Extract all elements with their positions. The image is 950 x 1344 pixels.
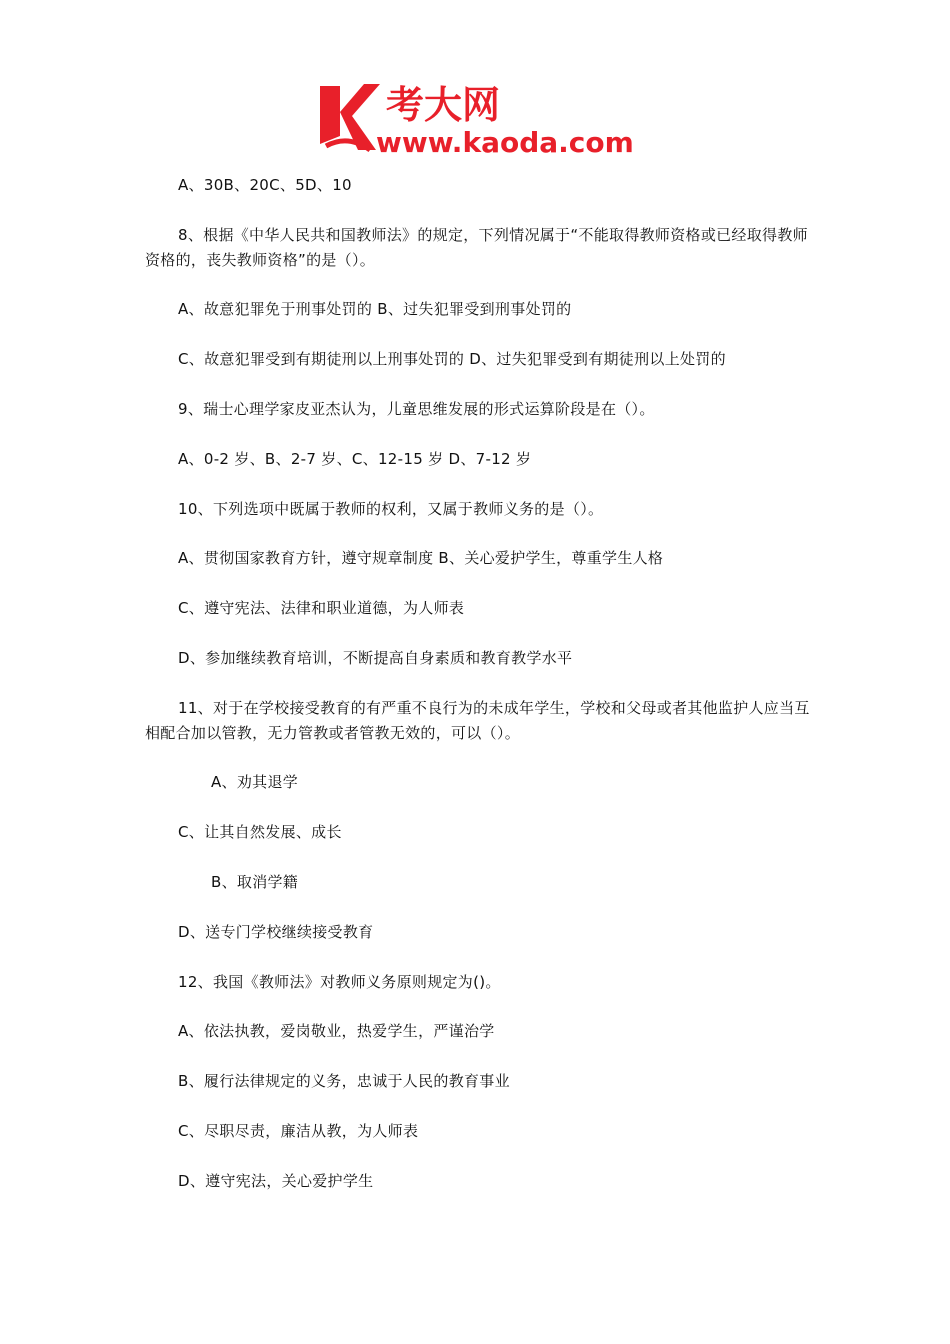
- q10-stem: 10、下列选项中既属于教师的权利，又属于教师义务的是（）。: [178, 500, 604, 518]
- logo-brand-text: 考大网: [386, 83, 501, 127]
- q10-option-c: C、遵守宪法、法律和职业道德，为人师表: [178, 599, 465, 617]
- q11-stem: 11、对于在学校接受教育的有严重不良行为的未成年学生，学校和父母或者其他监护人应当互相配合加以管教，无力管教或者管教无效的，可以（）。: [145, 699, 810, 742]
- q8-stem: 8、根据《中华人民共和国教师法》的规定，下列情况属于“不能取得教师资格或已经取得教师资格的，丧失教师资格”的是（）。: [145, 226, 808, 269]
- q8-options-ab: A、故意犯罪免于刑事处罚的 B、过失犯罪受到刑事处罚的: [178, 300, 572, 318]
- q8-options-cd: C、故意犯罪受到有期徒刑以上刑事处罚的 D、过失犯罪受到有期徒刑以上处罚的: [178, 350, 726, 368]
- q12-option-c: C、尽职尽责，廉洁从教，为人师表: [178, 1122, 419, 1140]
- q12-stem: 12、我国《教师法》对教师义务原则规定为()。: [178, 973, 501, 991]
- q12-option-b: B、履行法律规定的义务，忠诚于人民的教育事业: [178, 1072, 510, 1090]
- logo-url-text: www.kaoda.com: [376, 126, 634, 158]
- q9-options: A、0-2 岁、B、2-7 岁、C、12-15 岁 D、7-12 岁: [178, 450, 532, 468]
- q9-stem: 9、瑞士心理学家皮亚杰认为，儿童思维发展的形式运算阶段是在（）。: [178, 400, 655, 418]
- q10-options-ab: A、贯彻国家教育方针，遵守规章制度 B、关心爱护学生，尊重学生人格: [178, 549, 664, 567]
- q11-option-a: A、劝其退学: [211, 773, 299, 791]
- q11-option-d: D、送专门学校继续接受教育: [178, 923, 374, 941]
- q10-option-d: D、参加继续教育培训，不断提高自身素质和教育教学水平: [178, 649, 573, 667]
- q7-options: A、30B、20C、5D、10: [178, 176, 352, 194]
- q12-option-d: D、遵守宪法，关心爱护学生: [178, 1172, 374, 1190]
- q12-option-a: A、依法执教，爱岗敬业，热爱学生，严谨治学: [178, 1022, 495, 1040]
- q11-option-c: C、让其自然发展、成长: [178, 823, 342, 841]
- q11-option-b: B、取消学籍: [211, 873, 299, 891]
